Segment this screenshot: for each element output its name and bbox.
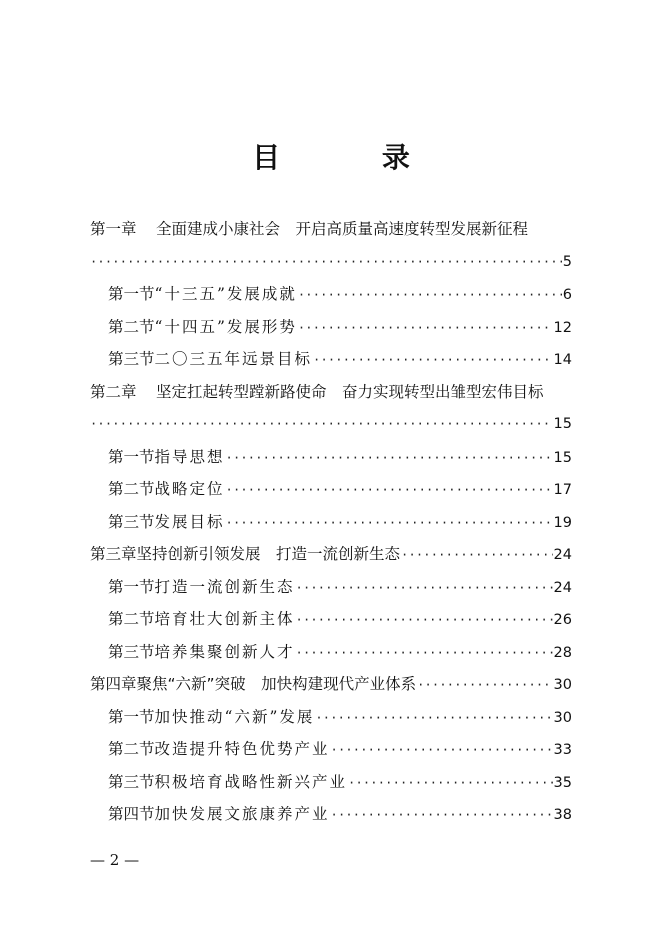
chapter-page: 30 bbox=[553, 677, 572, 693]
section-page: 12 bbox=[553, 319, 572, 336]
section-page: 26 bbox=[553, 612, 572, 628]
toc-chapter[interactable] bbox=[90, 376, 572, 409]
dot-leader bbox=[226, 442, 553, 475]
section-title: 指导思想 bbox=[154, 447, 225, 466]
dot-leader bbox=[296, 604, 553, 637]
chapter-page: 5 bbox=[562, 253, 572, 270]
chapter-number: 第四章 bbox=[90, 675, 137, 693]
section-title: 打造一流创新生态 bbox=[154, 577, 295, 596]
toc-section[interactable] bbox=[90, 733, 572, 766]
dot-leader bbox=[226, 507, 553, 540]
section-page: 28 bbox=[553, 644, 572, 661]
section-page: 24 bbox=[553, 579, 572, 596]
dot-leader bbox=[315, 702, 552, 735]
dot-leader bbox=[401, 539, 553, 572]
section-page: 17 bbox=[553, 482, 572, 498]
dot-leader bbox=[226, 474, 553, 507]
section-number: 第二节 bbox=[108, 317, 155, 336]
toc-chapter[interactable] bbox=[90, 213, 572, 246]
toc-section[interactable] bbox=[90, 278, 572, 311]
chapter-title: 聚焦“六新”突破 加快构建现代产业体系 bbox=[136, 675, 417, 693]
chapter-title: 全面建成小康社会 开启高质量高速度转型发展新征程 bbox=[156, 220, 529, 238]
section-page: 14 bbox=[553, 352, 572, 368]
section-title: 培育壮大创新主体 bbox=[154, 610, 295, 628]
section-title: 二〇三五年远景目标 bbox=[154, 350, 313, 368]
toc-section[interactable] bbox=[90, 311, 572, 344]
section-page: 30 bbox=[553, 709, 572, 726]
chapter-number: 第二章 bbox=[90, 382, 137, 401]
section-number: 第一节 bbox=[108, 577, 155, 596]
chapter-title: 坚持创新引领发展 打造一流创新生态 bbox=[136, 545, 401, 563]
section-page: 35 bbox=[553, 774, 572, 791]
toc-chapter[interactable] bbox=[90, 668, 572, 701]
dot-leader bbox=[417, 669, 552, 702]
toc-section[interactable] bbox=[90, 473, 572, 506]
section-number: 第三节 bbox=[108, 642, 155, 661]
toc-section[interactable] bbox=[90, 636, 572, 669]
section-title: 发展目标 bbox=[154, 512, 225, 531]
dot-leader bbox=[90, 408, 553, 441]
chapter-number: 第一章 bbox=[90, 220, 137, 238]
section-title: 加快发展文旅康养产业 bbox=[154, 805, 330, 823]
toc-section[interactable] bbox=[90, 603, 572, 636]
section-number: 第一节 bbox=[108, 285, 155, 303]
toc-chapter[interactable] bbox=[90, 538, 572, 571]
section-number: 第二节 bbox=[108, 610, 155, 628]
dot-leader bbox=[298, 279, 562, 312]
page-title: 目 录 bbox=[252, 141, 456, 174]
section-number: 第三节 bbox=[108, 350, 155, 368]
toc-section[interactable] bbox=[90, 766, 572, 799]
section-title: “十三五”发展成就 bbox=[154, 285, 297, 303]
chapter-page: 15 bbox=[553, 416, 572, 432]
toc-section[interactable] bbox=[90, 571, 572, 604]
section-page: 19 bbox=[553, 514, 572, 531]
toc-section[interactable] bbox=[90, 701, 572, 734]
section-number: 第一节 bbox=[108, 707, 155, 726]
section-title: 战略定位 bbox=[154, 480, 225, 498]
chapter-page: 24 bbox=[553, 547, 572, 563]
section-number: 第二节 bbox=[108, 480, 155, 498]
section-page: 33 bbox=[553, 742, 572, 758]
toc-section[interactable] bbox=[90, 798, 572, 831]
section-number: 第四节 bbox=[108, 805, 155, 823]
dot-leader bbox=[348, 767, 553, 800]
dot-leader bbox=[298, 312, 553, 345]
section-number: 第一节 bbox=[108, 447, 155, 466]
section-title: 加快推动“六新”发展 bbox=[154, 707, 315, 726]
section-title: 改造提升特色优势产业 bbox=[154, 740, 330, 758]
section-page: 6 bbox=[562, 287, 572, 303]
dot-leader bbox=[296, 637, 553, 670]
toc-section[interactable] bbox=[90, 343, 572, 376]
toc-section[interactable] bbox=[90, 506, 572, 539]
dot-leader bbox=[296, 572, 553, 605]
section-number: 第三节 bbox=[108, 512, 155, 531]
section-title: 培养集聚创新人才 bbox=[154, 642, 295, 661]
section-number: 第三节 bbox=[108, 772, 155, 791]
toc-leader-line bbox=[90, 246, 572, 279]
section-title: “十四五”发展形势 bbox=[154, 317, 297, 336]
dot-leader bbox=[331, 799, 553, 832]
page-number-footer: — 2 — bbox=[90, 851, 140, 869]
chapter-title: 坚定扛起转型蹚新路使命 奋力实现转型出雏型宏伟目标 bbox=[156, 382, 544, 401]
toc-leader-line bbox=[90, 408, 572, 441]
dot-leader bbox=[331, 734, 553, 767]
dot-leader bbox=[90, 246, 562, 279]
section-title: 积极培育战略性新兴产业 bbox=[154, 772, 348, 791]
table-of-contents bbox=[90, 213, 572, 831]
chapter-number: 第三章 bbox=[90, 545, 137, 563]
section-page: 15 bbox=[553, 449, 572, 466]
toc-section[interactable] bbox=[90, 441, 572, 474]
section-number: 第二节 bbox=[108, 740, 155, 758]
dot-leader bbox=[313, 344, 553, 377]
section-page: 38 bbox=[553, 807, 572, 823]
